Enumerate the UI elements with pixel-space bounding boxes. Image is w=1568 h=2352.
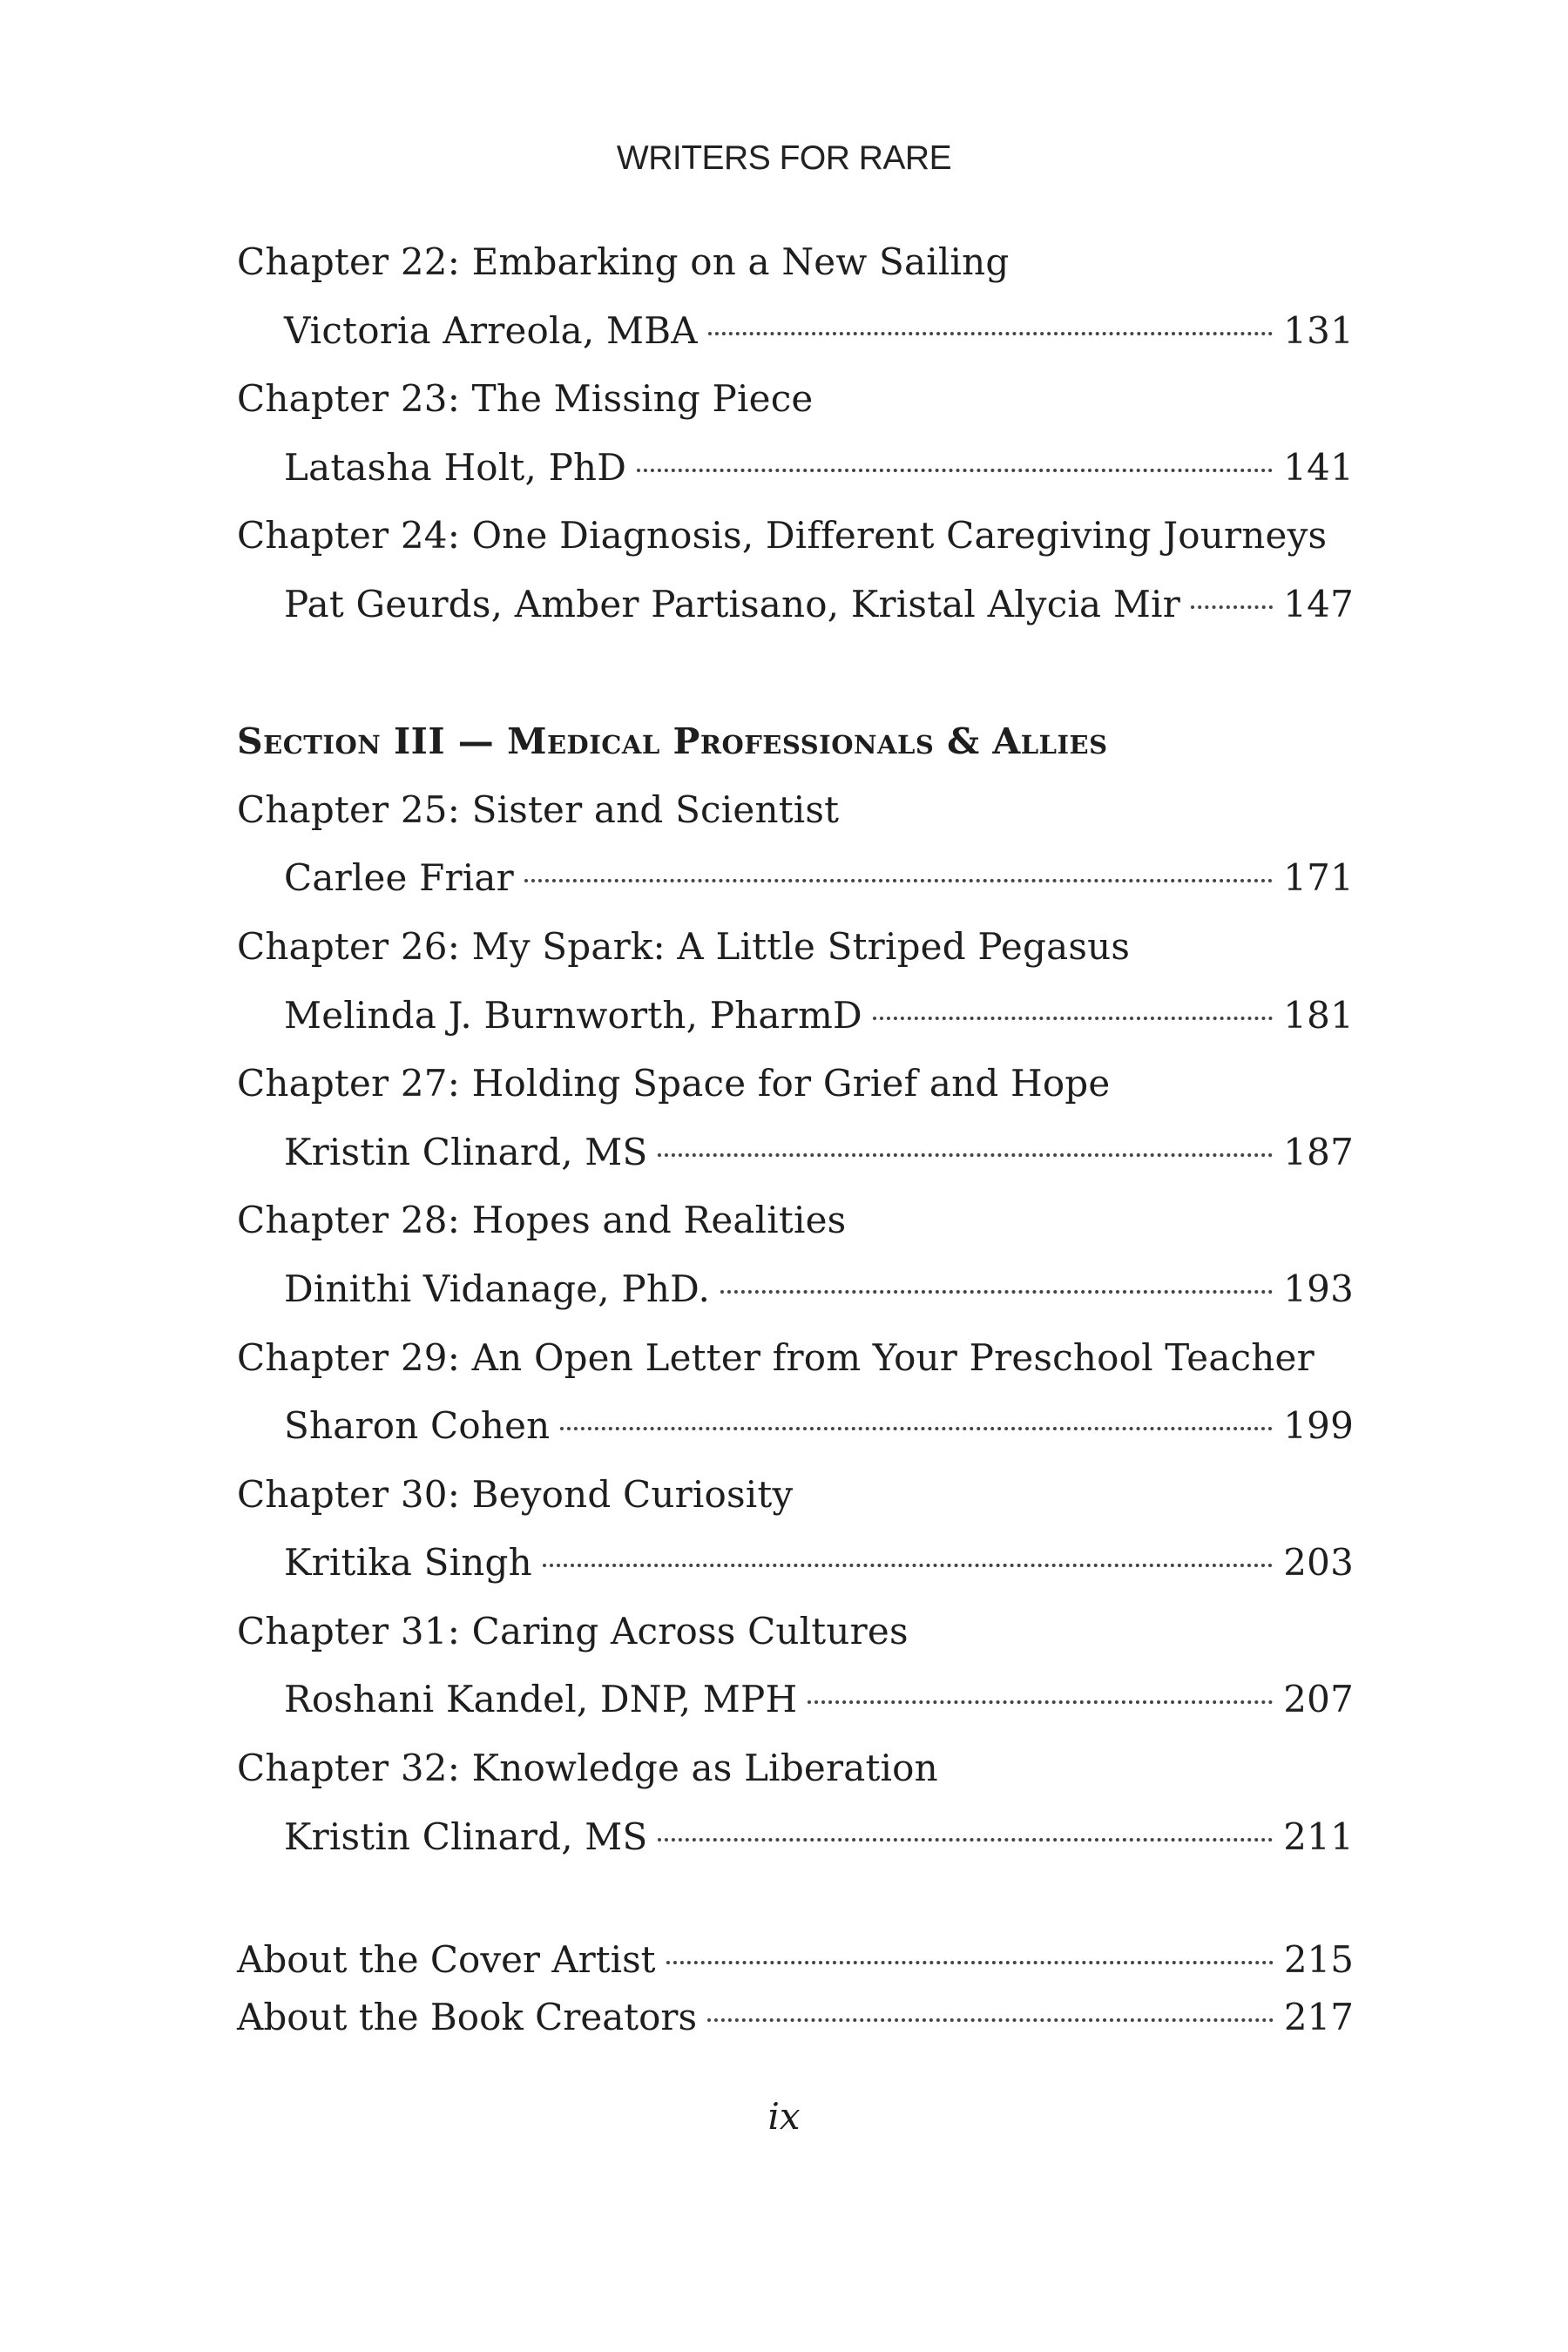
author-line [237, 1666, 1354, 1734]
page-number: 215 [1283, 1938, 1354, 1981]
chapter-title: Chapter 27: Holding Space for Grief and Hope [237, 1062, 1111, 1105]
toc-entry-chapter-24[interactable] [237, 502, 1354, 639]
author-line [237, 1803, 1354, 1872]
author-line [237, 982, 1354, 1051]
author-line [237, 1255, 1354, 1324]
page-number: 199 [1283, 1404, 1354, 1448]
chapter-author: Kritika Singh [284, 1541, 532, 1585]
page-number: 217 [1283, 1996, 1354, 2038]
page-number: 131 [1283, 308, 1354, 352]
entry-title: About the Book Creators [237, 1996, 698, 2038]
section-heading: Section III — Medical Professionals & Allies [237, 720, 1108, 763]
author-line [237, 297, 1354, 366]
chapter-title: Chapter 31: Caring Across Cultures [237, 1609, 909, 1652]
dot-leader [720, 1290, 1273, 1294]
dot-leader [666, 1961, 1274, 1964]
spacer [237, 639, 1354, 708]
chapter-title: Chapter 22: Embarking on a New Sailing [237, 240, 1010, 283]
chapter-title: Chapter 32: Knowledge as Liberation [237, 1747, 938, 1790]
page-number: 171 [1283, 856, 1354, 900]
toc-entry-chapter-29[interactable] [237, 1324, 1354, 1461]
chapter-title: Chapter 26: My Spark: A Little Striped Pegasus [237, 924, 1131, 968]
page-number: 187 [1283, 1130, 1354, 1173]
dot-leader [524, 879, 1273, 882]
chapter-title: Chapter 25: Sister and Scientist [237, 787, 840, 831]
page-number: 147 [1283, 582, 1354, 625]
toc-entry-cover-artist[interactable] [237, 1931, 1354, 1989]
toc-entry-chapter-25[interactable] [237, 776, 1354, 913]
page-number: 211 [1283, 1815, 1354, 1858]
chapter-title: Chapter 28: Hopes and Realities [237, 1199, 847, 1242]
toc-entry-chapter-31[interactable] [237, 1598, 1354, 1734]
dot-leader [658, 1838, 1273, 1842]
chapter-author: Roshani Kandel, DNP, MPH [284, 1678, 798, 1721]
toc-entry-chapter-28[interactable] [237, 1186, 1354, 1323]
chapter-author: Carlee Friar [284, 856, 514, 900]
page-number: 207 [1283, 1678, 1354, 1721]
toc-entry-chapter-22[interactable] [237, 228, 1354, 365]
dot-leader [637, 469, 1273, 472]
toc-entry-chapter-23[interactable] [237, 365, 1354, 502]
entry-title: About the Cover Artist [237, 1938, 656, 1981]
page-number: 141 [1283, 445, 1354, 489]
author-line [237, 1529, 1354, 1598]
back-matter-list [237, 1931, 1354, 2046]
page-number: 203 [1283, 1541, 1354, 1585]
chapter-author: Melinda J. Burnworth, PharmD [284, 993, 862, 1037]
chapter-title: Chapter 29: An Open Letter from Your Preschool Teacher [237, 1335, 1315, 1379]
author-line [237, 844, 1354, 913]
running-head: WRITERS FOR RARE [616, 139, 952, 177]
dot-leader [873, 1017, 1273, 1020]
author-line [237, 1392, 1354, 1461]
chapter-title: Chapter 24: One Diagnosis, Different Caregiving Journeys [237, 514, 1328, 558]
toc-entry-chapter-32[interactable] [237, 1734, 1354, 1871]
toc-entry-chapter-30[interactable] [237, 1461, 1354, 1598]
chapter-author: Latasha Holt, PhD [284, 445, 627, 489]
dot-leader [658, 1153, 1273, 1157]
chapter-title: Chapter 23: The Missing Piece [237, 377, 814, 421]
author-line [237, 434, 1354, 503]
page-folio: ix [767, 2095, 801, 2138]
page-number: 193 [1283, 1267, 1354, 1310]
dot-leader [1191, 605, 1273, 609]
page-number: 181 [1283, 993, 1354, 1037]
toc-entry-chapter-26[interactable] [237, 913, 1354, 1050]
dot-leader [708, 332, 1273, 335]
dot-leader [560, 1427, 1273, 1430]
table-of-contents [237, 228, 1354, 1871]
dot-leader [808, 1700, 1273, 1704]
dot-leader [707, 2018, 1274, 2022]
author-line [237, 571, 1354, 639]
toc-entry-book-creators[interactable] [237, 1989, 1354, 2046]
chapter-author: Sharon Cohen [284, 1404, 551, 1448]
chapter-title: Chapter 30: Beyond Curiosity [237, 1472, 794, 1516]
author-line [237, 1119, 1354, 1187]
toc-entry-chapter-27[interactable] [237, 1050, 1354, 1186]
chapter-author: Dinithi Vidanage, PhD. [284, 1267, 711, 1310]
dot-leader [543, 1564, 1273, 1567]
chapter-author: Victoria Arreola, MBA [284, 308, 698, 352]
chapter-author: Kristin Clinard, MS [284, 1815, 648, 1858]
chapter-author: Kristin Clinard, MS [284, 1130, 648, 1173]
chapter-author: Pat Geurds, Amber Partisano, Kristal Alycia Mir [284, 582, 1180, 625]
